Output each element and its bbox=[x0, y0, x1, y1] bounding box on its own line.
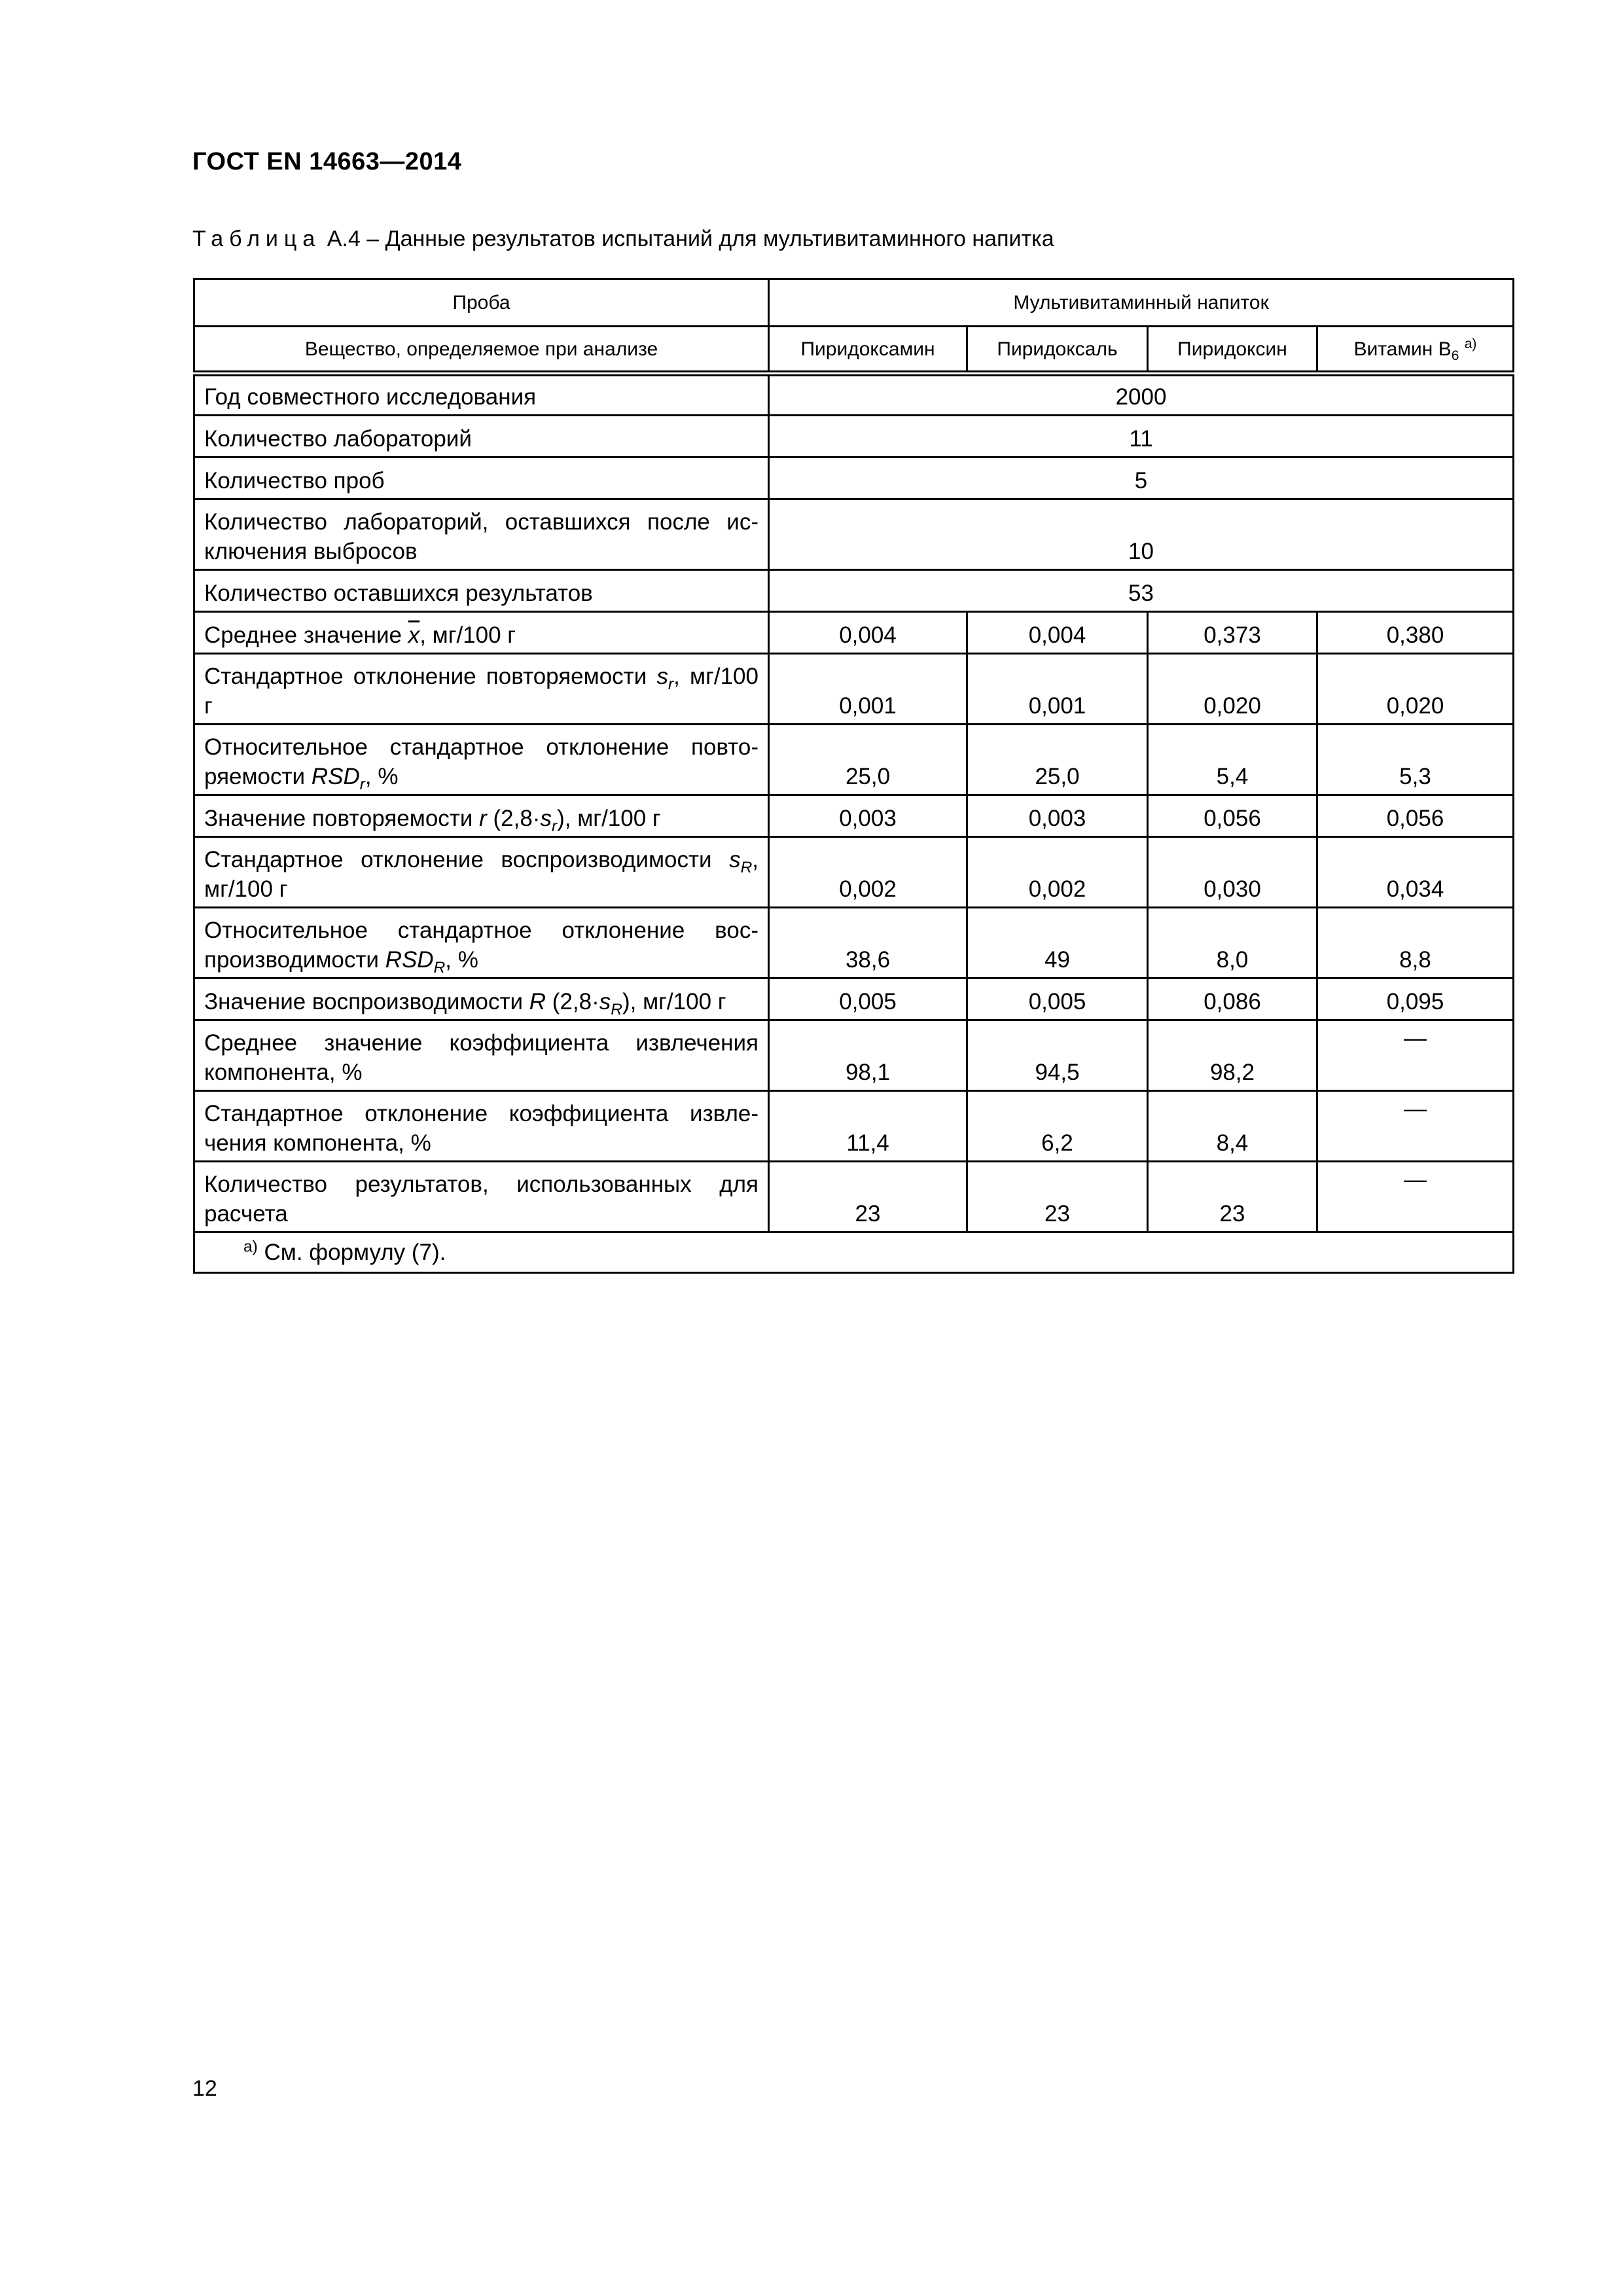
cell-value: 0,373 bbox=[1148, 612, 1317, 654]
cell-value: 0,002 bbox=[967, 837, 1148, 908]
header-row-analyte bbox=[194, 327, 1514, 374]
cell-value: 23 bbox=[1148, 1162, 1317, 1232]
cell-value: 0,001 bbox=[967, 654, 1148, 725]
cell-value: 0,056 bbox=[1317, 795, 1514, 837]
page-number: 12 bbox=[192, 2076, 217, 2101]
row-label: Среднее значение $\overline{x}$, мг/100 г bbox=[194, 612, 769, 654]
cell-value: 0,020 bbox=[1317, 654, 1514, 725]
row-label: Стандартное отклонение коэффициента извлечения компонента, % bbox=[194, 1091, 769, 1162]
table-row bbox=[194, 612, 1514, 654]
header-col-pyridoxine: Пиридоксин bbox=[1148, 327, 1317, 374]
cell-value: 0,001 bbox=[769, 654, 967, 725]
document-header: ГОСТ EN 14663—2014 bbox=[192, 148, 462, 175]
table-row bbox=[194, 795, 1514, 837]
row-value: 53 bbox=[769, 570, 1514, 612]
row-label: Относительное стандартное отклонение воспроизводимости $RSD_R$, % bbox=[194, 908, 769, 978]
row-label: Стандартное отклонение повторяемости $s_r$, мг/100 г bbox=[194, 654, 769, 725]
row-label: Стандартное отклонение воспроизводимости $s_R$, мг/100 г bbox=[194, 837, 769, 908]
table-caption bbox=[192, 226, 1054, 252]
row-label: Значение воспроизводимости R $(2,8\cdot s_R)$, мг/100 г bbox=[194, 978, 769, 1020]
cell-value: 0,095 bbox=[1317, 978, 1514, 1020]
table-row bbox=[194, 374, 1514, 416]
footnote-row bbox=[194, 1232, 1514, 1273]
table-row bbox=[194, 1020, 1514, 1091]
cell-value: — bbox=[1317, 1020, 1514, 1091]
cell-value: 0,004 bbox=[967, 612, 1148, 654]
table-row bbox=[194, 654, 1514, 725]
cell-value: 0,086 bbox=[1148, 978, 1317, 1020]
cell-value: 0,380 bbox=[1317, 612, 1514, 654]
cell-value: — bbox=[1317, 1162, 1514, 1232]
row-label: Среднее значение коэффициента извлечения компонента, % bbox=[194, 1020, 769, 1091]
cell-value: 5,4 bbox=[1148, 725, 1317, 795]
row-label: Значение повторяемости r $(2,8\cdot s_r)$, мг/100 г bbox=[194, 795, 769, 837]
cell-value: 0,004 bbox=[769, 612, 967, 654]
header-sample-label: Проба bbox=[194, 279, 769, 327]
header-analyte-label: Вещество, определяемое при анализе bbox=[194, 327, 769, 374]
cell-value: 0,020 bbox=[1148, 654, 1317, 725]
cell-value: 6,2 bbox=[967, 1091, 1148, 1162]
cell-value: 0,003 bbox=[769, 795, 967, 837]
row-value: 2000 bbox=[769, 374, 1514, 416]
row-label: Количество проб bbox=[194, 457, 769, 499]
row-label: Количество лабораторий, оставшихся после исключения выбросов bbox=[194, 499, 769, 570]
cell-value: 0,005 bbox=[769, 978, 967, 1020]
cell-value: 25,0 bbox=[967, 725, 1148, 795]
cell-value: 5,3 bbox=[1317, 725, 1514, 795]
table-row bbox=[194, 725, 1514, 795]
table-row bbox=[194, 570, 1514, 612]
header-row-sample bbox=[194, 279, 1514, 327]
caption-text: А.4 – Данные результатов испытаний для мультивитаминного напитка bbox=[321, 226, 1054, 251]
row-value: 10 bbox=[769, 499, 1514, 570]
table-row bbox=[194, 978, 1514, 1020]
row-value: 5 bbox=[769, 457, 1514, 499]
cell-value: — bbox=[1317, 1091, 1514, 1162]
cell-value: 25,0 bbox=[769, 725, 967, 795]
cell-value: 8,0 bbox=[1148, 908, 1317, 978]
table-row bbox=[194, 457, 1514, 499]
table-row bbox=[194, 837, 1514, 908]
cell-value: 0,034 bbox=[1317, 837, 1514, 908]
table-row bbox=[194, 416, 1514, 457]
cell-value: 38,6 bbox=[769, 908, 967, 978]
cell-value: 8,4 bbox=[1148, 1091, 1317, 1162]
cell-value: 98,2 bbox=[1148, 1020, 1317, 1091]
row-label: Количество лабораторий bbox=[194, 416, 769, 457]
row-label: Год совместного исследования bbox=[194, 374, 769, 416]
cell-value: 49 bbox=[967, 908, 1148, 978]
cell-value: 98,1 bbox=[769, 1020, 967, 1091]
row-label: Относительное стандартное отклонение повторяемости $RSD_r$, % bbox=[194, 725, 769, 795]
row-label: Количество результатов, использованных для расчета bbox=[194, 1162, 769, 1232]
cell-value: 0,003 bbox=[967, 795, 1148, 837]
cell-value: 94,5 bbox=[967, 1020, 1148, 1091]
cell-value: 11,4 bbox=[769, 1091, 967, 1162]
table-row bbox=[194, 1162, 1514, 1232]
table-footnote: $^{а)}$ См. формулу (7). bbox=[194, 1232, 1514, 1273]
table-row bbox=[194, 1091, 1514, 1162]
row-label: Количество оставшихся результатов bbox=[194, 570, 769, 612]
results-table bbox=[193, 278, 1514, 1274]
cell-value: 0,002 bbox=[769, 837, 967, 908]
cell-value: 8,8 bbox=[1317, 908, 1514, 978]
table-row bbox=[194, 499, 1514, 570]
cell-value: 23 bbox=[967, 1162, 1148, 1232]
cell-value: 23 bbox=[769, 1162, 967, 1232]
cell-value: 0,030 bbox=[1148, 837, 1317, 908]
header-sample-value: Мультивитаминный напиток bbox=[769, 279, 1514, 327]
header-col-vitamin-b6: Витамин $B_6$ $^{а)}$ bbox=[1317, 327, 1514, 374]
cell-value: 0,056 bbox=[1148, 795, 1317, 837]
table-row bbox=[194, 908, 1514, 978]
header-col-pyridoxamine: Пиридоксамин bbox=[769, 327, 967, 374]
caption-word: Таблица bbox=[192, 226, 321, 251]
header-col-pyridoxal: Пиридоксаль bbox=[967, 327, 1148, 374]
row-value: 11 bbox=[769, 416, 1514, 457]
cell-value: 0,005 bbox=[967, 978, 1148, 1020]
